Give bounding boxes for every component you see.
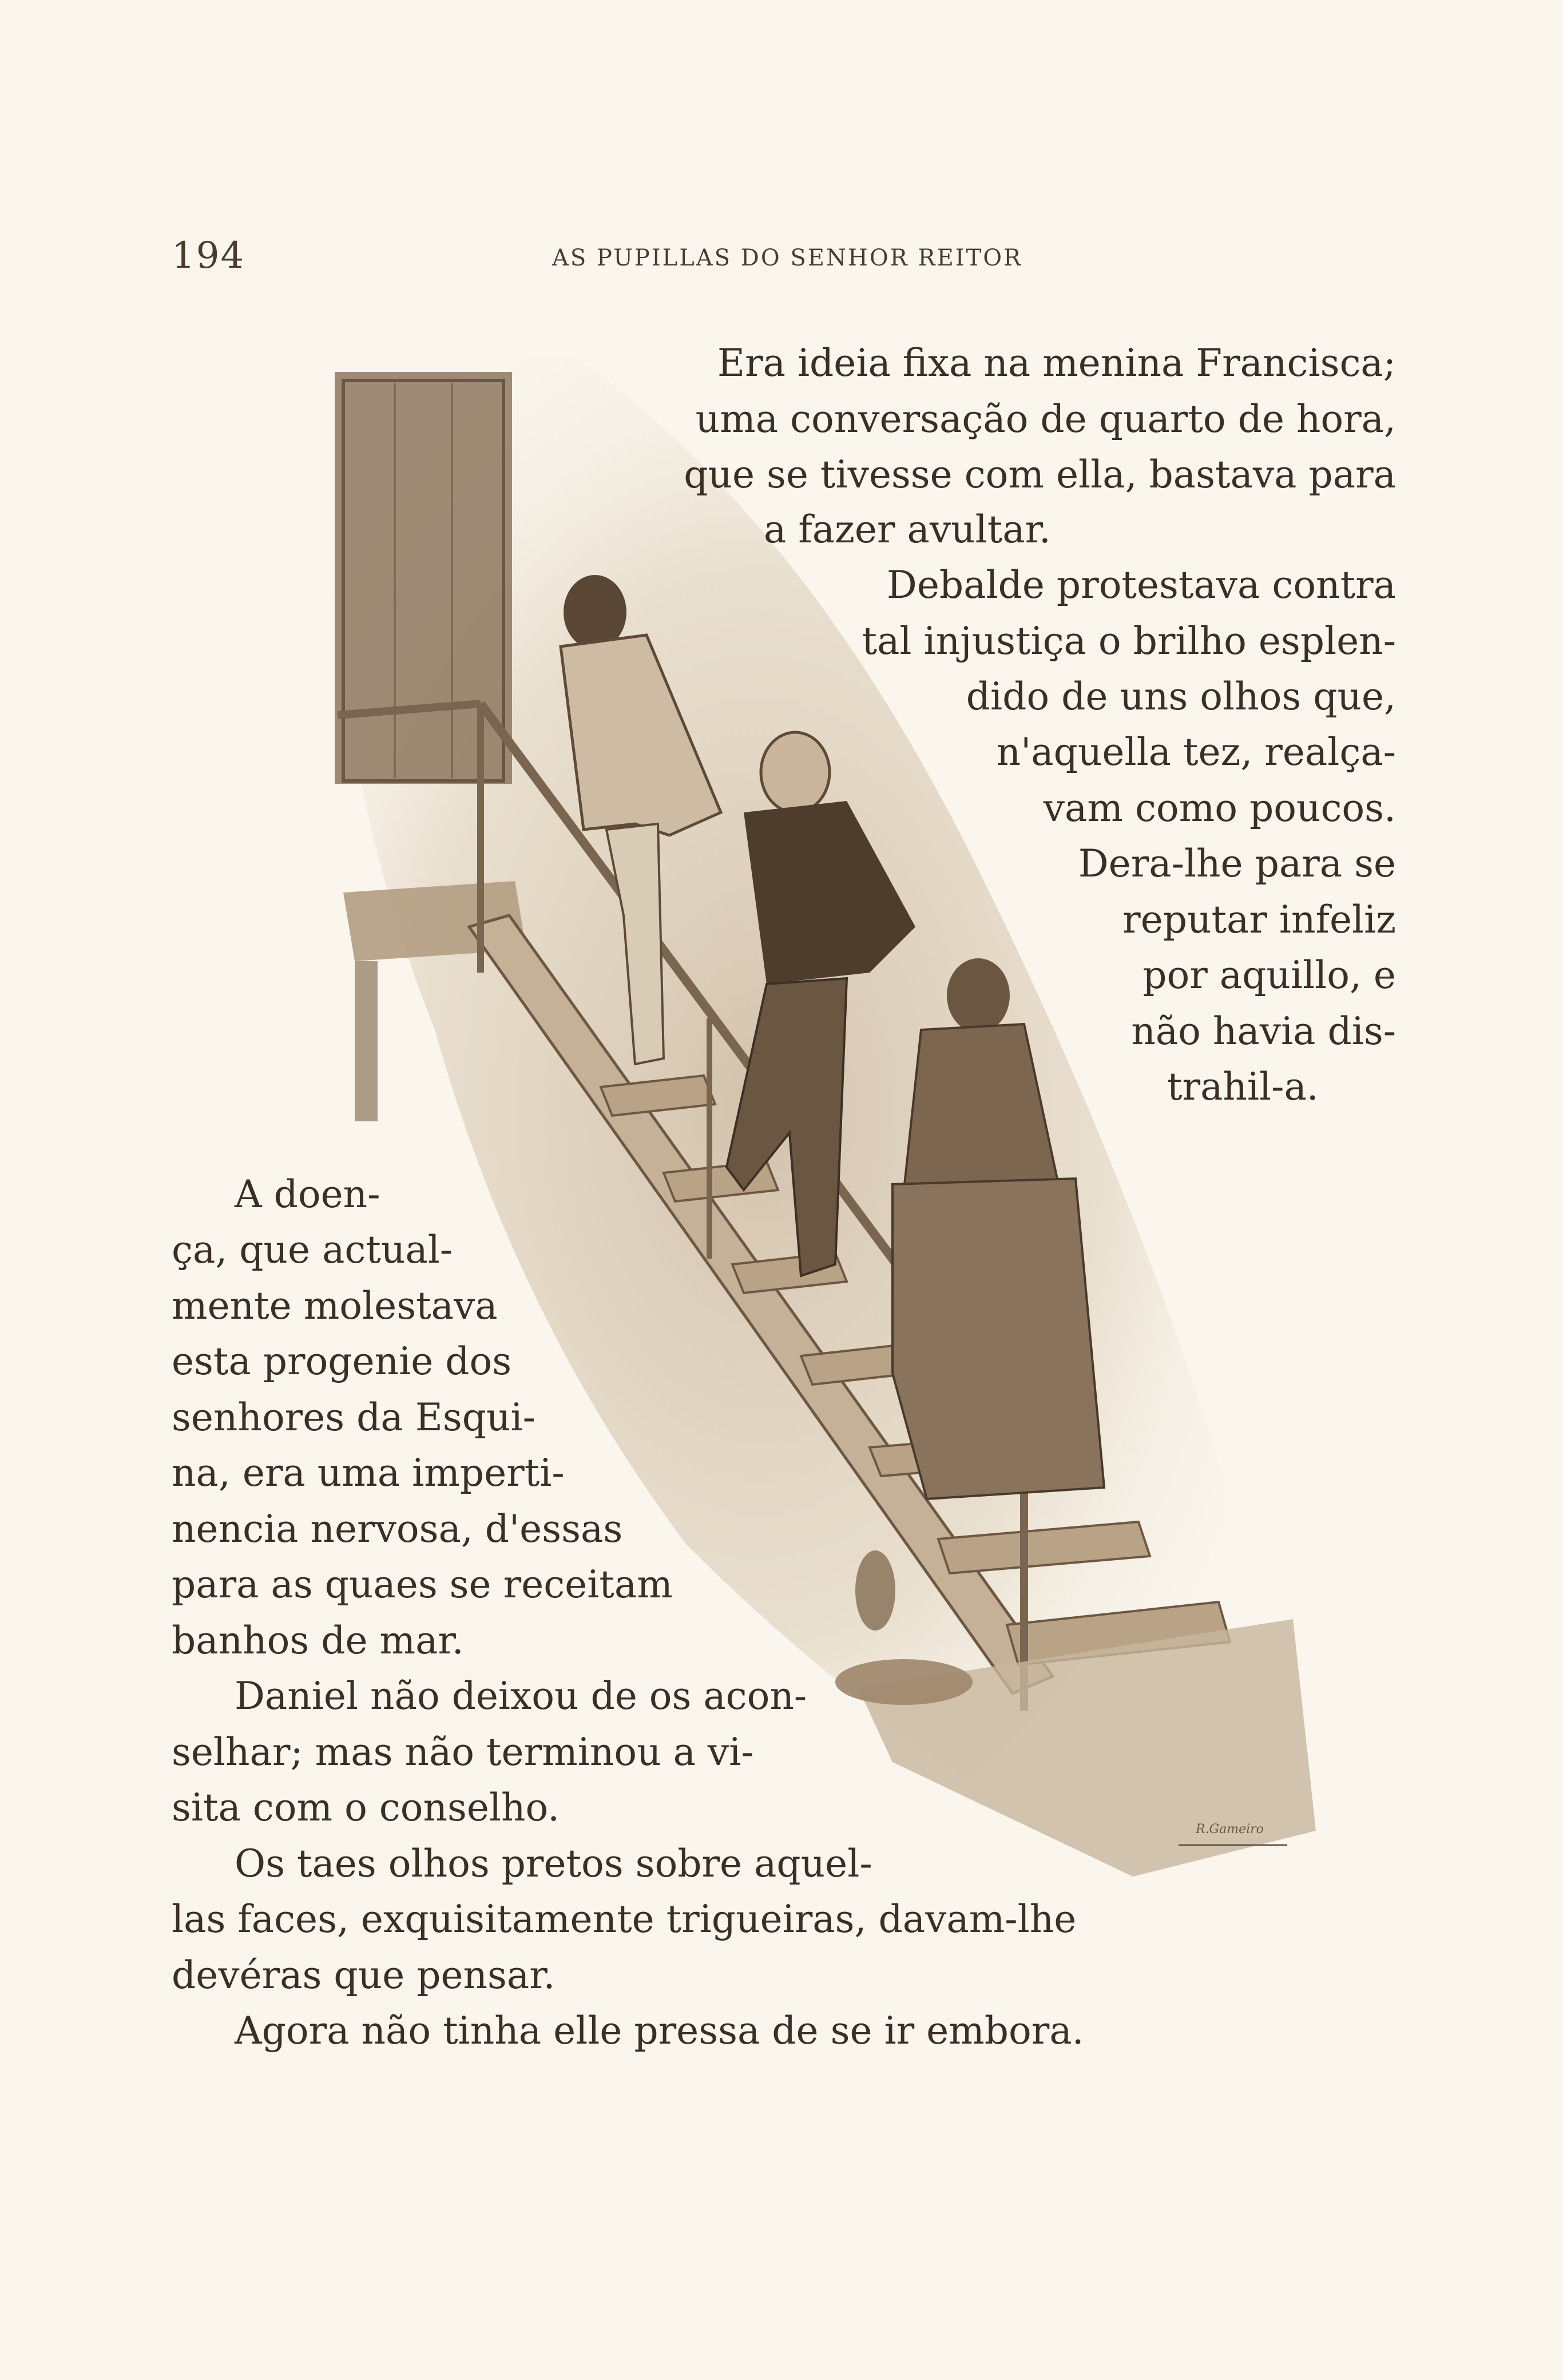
text-line: que se tivesse com ella, bastava para <box>684 453 1396 497</box>
text-line: esta progenie dos <box>172 1339 512 1383</box>
text-line: não havia dis- <box>1131 1009 1396 1053</box>
text-line: nencia nervosa, d'essas <box>172 1507 623 1551</box>
text-line: las faces, exquisitamente trigueiras, davam-lhe <box>172 1897 1077 1941</box>
text-line: Agora não tinha elle pressa de se ir embora. <box>235 2009 1084 2053</box>
text-line: Era ideia fixa na menina Francisca; <box>717 341 1396 385</box>
text-line: A doen- <box>235 1172 380 1216</box>
text-line: Debalde protestava contra <box>886 563 1396 607</box>
text-line: selhar; mas não terminou a vi- <box>172 1730 754 1774</box>
text-line: por aquillo, e <box>1143 953 1396 997</box>
text-line: uma conversação de quarto de hora, <box>695 397 1396 441</box>
text-line: mente molestava <box>172 1284 498 1328</box>
door <box>335 372 512 784</box>
page-number: 194 <box>172 235 245 277</box>
text-line: ça, que actual- <box>172 1228 453 1272</box>
text-line: para as quaes se receitam <box>172 1562 673 1606</box>
text-line: devéras que pensar. <box>172 1953 556 1997</box>
text-line: a fazer avultar. <box>764 507 1051 552</box>
text-line: Dera-lhe para se <box>1078 842 1396 886</box>
figure-woman <box>892 958 1104 1499</box>
text-line: banhos de mar. <box>172 1619 464 1663</box>
text-line: na, era uma imperti- <box>172 1451 565 1495</box>
text-line: Os taes olhos pretos sobre aquel- <box>235 1842 872 1886</box>
text-line: trahil-a. <box>1167 1065 1319 1109</box>
text-line: sita com o conselho. <box>172 1786 560 1830</box>
text-line: vam como poucos. <box>1043 786 1396 830</box>
text-line: dido de uns olhos que, <box>966 675 1396 719</box>
text-line: n'aquella tez, realça- <box>996 730 1396 774</box>
artist-signature: R.Gameiro <box>1196 1822 1264 1836</box>
text-line: reputar infeliz <box>1122 898 1396 942</box>
text-line: senhores da Esqui- <box>172 1395 535 1439</box>
running-title: AS PUPILLAS DO SENHOR REITOR <box>552 245 1023 271</box>
text-line: tal injustiça o brilho esplen- <box>862 619 1396 663</box>
text-line: Daniel não deixou de os acon- <box>235 1674 807 1718</box>
